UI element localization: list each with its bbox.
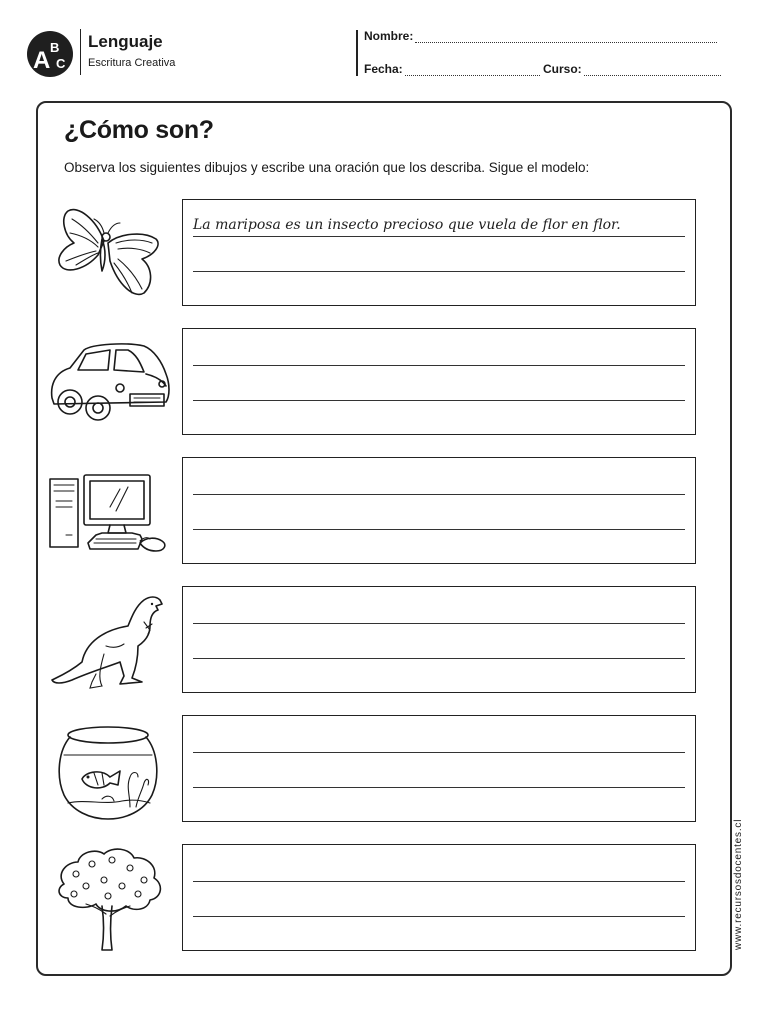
- nombre-label: Nombre:: [364, 29, 414, 43]
- answer-box-6[interactable]: [182, 844, 696, 951]
- answer-line: [193, 752, 685, 753]
- abc-logo: [26, 30, 74, 78]
- worksheet-title: ¿Cómo son?: [64, 116, 214, 144]
- logo-letter-b: B: [50, 40, 60, 55]
- answer-box-3[interactable]: [182, 457, 696, 564]
- answer-box-2[interactable]: [182, 328, 696, 435]
- answer-box-1[interactable]: [182, 199, 696, 306]
- answer-line: [193, 623, 685, 624]
- answer-line: [193, 787, 685, 788]
- answer-line: [193, 271, 685, 272]
- fecha-label: Fecha:: [364, 62, 403, 76]
- worksheet-instructions: Observa los siguientes dibujos y escribe una oración que los describa. Sigue el modelo:: [64, 160, 590, 175]
- subject-subtitle: Escritura Creativa: [88, 57, 176, 69]
- model-answer: La mariposa es un insecto precioso que vuela de flor en flor.: [193, 217, 621, 233]
- tree-icon: [46, 844, 172, 954]
- curso-input-line[interactable]: [584, 63, 721, 76]
- answer-line: [193, 916, 685, 917]
- answer-box-5[interactable]: [182, 715, 696, 822]
- answer-line: [193, 529, 685, 530]
- fecha-input-line[interactable]: [405, 63, 540, 76]
- answer-line: [193, 400, 685, 401]
- answer-line: [193, 494, 685, 495]
- answer-line: [193, 365, 685, 366]
- answer-box-4[interactable]: [182, 586, 696, 693]
- curso-label: Curso:: [543, 62, 582, 76]
- fecha-field[interactable]: [364, 62, 540, 76]
- subject-title: Lenguaje: [88, 32, 163, 51]
- answer-line: [193, 236, 685, 237]
- curso-field[interactable]: [543, 62, 721, 76]
- header-divider: [356, 30, 358, 76]
- answer-line: [193, 881, 685, 882]
- website-credit: www.recursosdocentes.cl: [733, 818, 744, 950]
- logo-letter-c: C: [56, 56, 66, 71]
- nombre-input-line[interactable]: [415, 30, 717, 43]
- dinosaur-icon: [46, 586, 172, 696]
- butterfly-icon: [46, 199, 172, 309]
- car-icon: [46, 328, 172, 438]
- fishbowl-icon: [46, 715, 172, 825]
- subject-block: [80, 29, 175, 75]
- computer-icon: [46, 457, 172, 567]
- nombre-field[interactable]: [364, 29, 717, 43]
- logo-letter-a: A: [33, 47, 51, 74]
- answer-line: [193, 658, 685, 659]
